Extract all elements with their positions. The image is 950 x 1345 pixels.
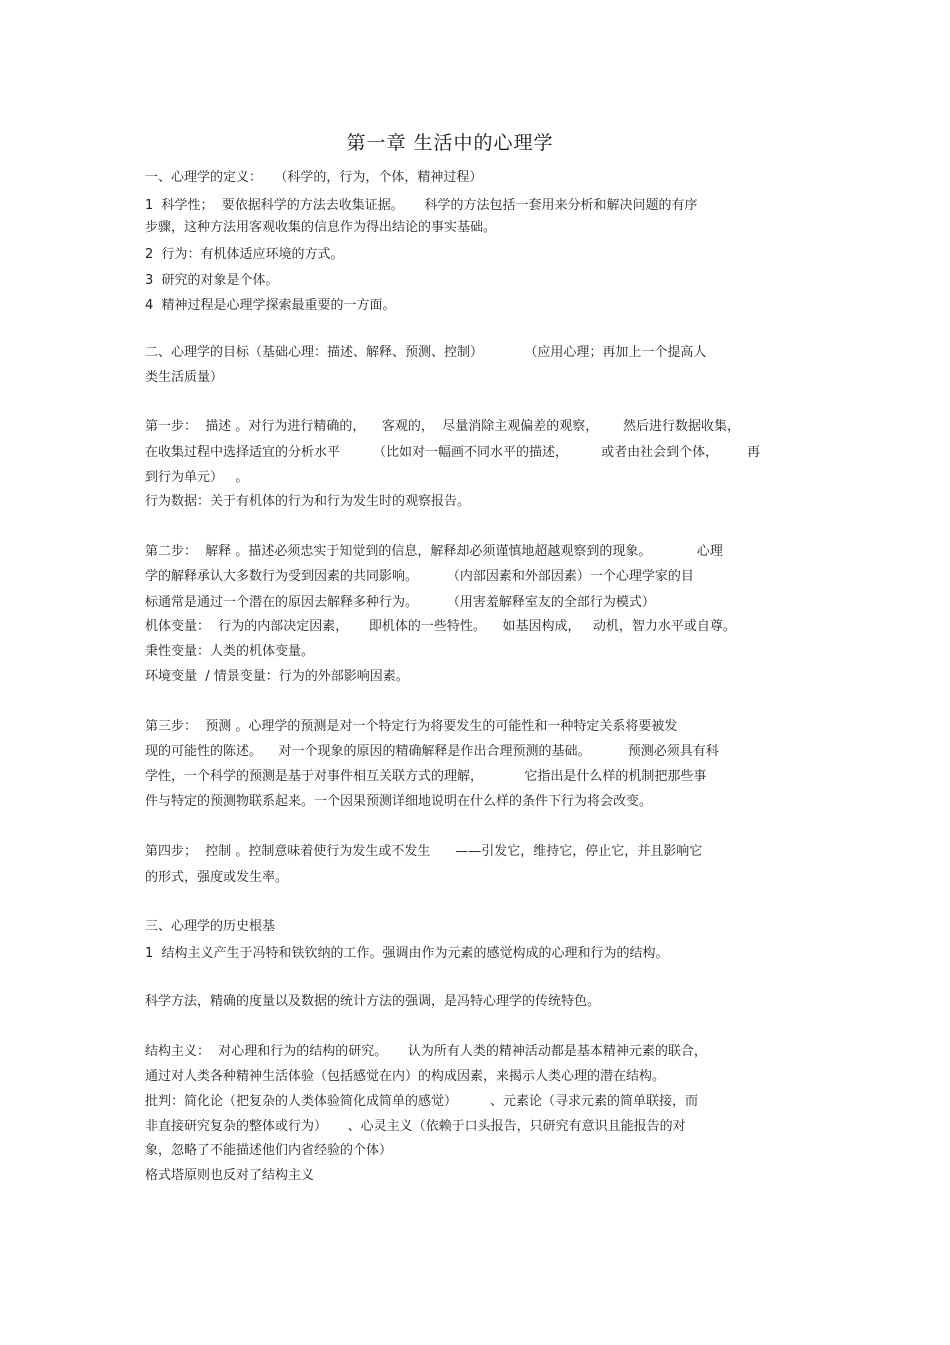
paragraph-line: 现的可能性的陈述。 对一个现象的原因的精确解释是作出合理预测的基础。 预测必须具有科 <box>145 744 719 759</box>
paragraph-line: 批判：简化论（把复杂的人类体验简化成简单的感觉） 、元素论（寻求元素的简单联接，而 <box>145 1094 699 1109</box>
paragraph-line: 科学方法，精确的度量以及数据的统计方法的强调，是冯特心理学的传统特色。 <box>145 994 601 1009</box>
paragraph-line: 3 研究的对象是个体。 <box>145 273 279 288</box>
paragraph-line: 在收集过程中选择适宜的分析水平 （比如对一幅画不同水平的描述， 或者由社会到个体， 再 <box>145 445 761 460</box>
paragraph-line: 第四步； 控制 。控制意味着使行为发生或不发生 ——引发它，维持它，停止它，并且影响它 <box>145 844 703 859</box>
chapter-title: 第一章 生活中的心理学 <box>346 132 554 154</box>
paragraph-line: 第三步： 预测 。心理学的预测是对一个特定行为将要发生的可能性和一种特定关系将要被发 <box>145 719 678 734</box>
paragraph-line: 1 结构主义产生于冯特和铁钦纳的工作。强调由作为元素的感觉构成的心理和行为的结构。 <box>145 946 669 961</box>
paragraph-line: 1 科学性； 要依据科学的方法去收集证据。 科学的方法包括一套用来分析和解决问题的有序 <box>145 198 698 213</box>
paragraph-line: 结构主义： 对心理和行为的结构的研究。 认为所有人类的精神活动都是基本精神元素的联合， <box>145 1044 707 1059</box>
paragraph-line: 类生活质量） <box>145 370 224 385</box>
paragraph-line: 标通常是通过一个潜在的原因去解释多种行为。 （用害羞解释室友的全部行为模式） <box>145 595 655 610</box>
section-heading: 一、心理学的定义： （科学的，行为，个体，精神过程） <box>145 170 483 185</box>
paragraph-line: 到行为单元） 。 <box>145 470 249 485</box>
paragraph-line: 4 精神过程是心理学探索最重要的一方面。 <box>145 298 396 313</box>
paragraph-line: 步骤，这种方法用客观收集的信息作为得出结论的事实基础。 <box>145 220 497 235</box>
paragraph-line: 非直接研究复杂的整体或行为） 、心灵主义（依赖于口头报告，只研究有意识且能报告的对 <box>145 1119 686 1134</box>
paragraph-line: 行为数据：关于有机体的行为和行为发生时的观察报告。 <box>145 494 471 509</box>
paragraph-line: 环境变量 / 情景变量：行为的外部影响因素。 <box>145 669 409 684</box>
paragraph-line: 象，忽略了不能描述他们内省经验的个体） <box>145 1143 393 1158</box>
paragraph-line: 学的解释承认大多数行为受到因素的共同影响。 （内部因素和外部因素）一个心理学家的目 <box>145 569 694 584</box>
paragraph-line: 件与特定的预测物联系起来。一个因果预测详细地说明在什么样的条件下行为将会改变。 <box>145 794 653 809</box>
section-heading: 二、心理学的目标（基础心理：描述、解释、预测、控制） （应用心理；再加上一个提高人 <box>145 345 707 360</box>
paragraph-line: 的形式，强度或发生率。 <box>145 870 289 885</box>
paragraph-line: 机体变量： 行为的内部决定因素， 即机体的一些特性。 如基因构成， 动机，智力水平或自尊。 <box>145 619 736 634</box>
paragraph-line: 2 行为：有机体适应环境的方式。 <box>145 247 344 262</box>
section-heading: 三、心理学的历史根基 <box>145 919 276 934</box>
paragraph-line: 学性，一个科学的预测是基于对事件相互关联方式的理解， 它指出是什么样的机制把那些事 <box>145 769 707 784</box>
paragraph-line: 第二步： 解释 。描述必须忠实于知觉到的信息，解释却必须谨慎地超越观察到的现象。 心理 <box>145 544 723 559</box>
paragraph-line: 秉性变量：人类的机体变量。 <box>145 644 315 659</box>
paragraph-line: 通过对人类各种精神生活体验（包括感觉在内）的构成因素，来揭示人类心理的潜在结构。 <box>145 1069 666 1084</box>
paragraph-line: 格式塔原则也反对了结构主义 <box>145 1168 315 1183</box>
paragraph-line: 第一步： 描述 。对行为进行精确的， 客观的， 尽量消除主观偏差的观察， 然后进行数据收集， <box>145 419 740 434</box>
